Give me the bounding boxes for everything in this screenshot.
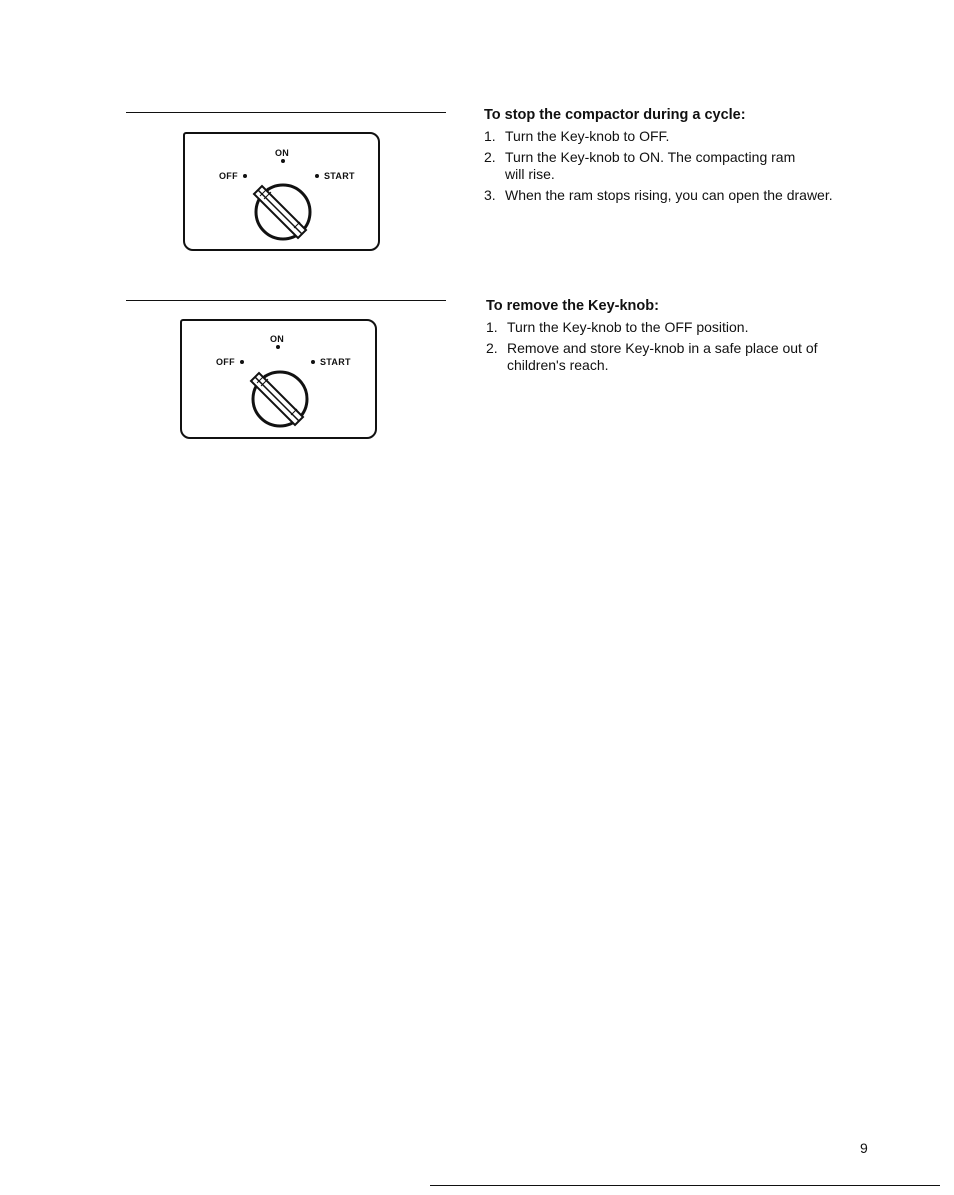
- control-panel-figure-1: [183, 132, 380, 251]
- key-knob-icon: [245, 363, 315, 433]
- on-indicator-dot: [276, 345, 280, 349]
- on-label: ON: [270, 334, 285, 344]
- off-label: OFF: [216, 357, 235, 367]
- list-item: 1. Turn the Key-knob to OFF.: [484, 128, 670, 144]
- list-item: 2. Turn the Key-knob to ON. The compacting ram will rise.: [484, 149, 796, 182]
- control-panel-figure-2: [180, 319, 377, 439]
- page-number: 9: [860, 1140, 868, 1156]
- steps-list: [484, 128, 884, 204]
- on-indicator-dot: [281, 159, 285, 163]
- start-label: START: [324, 171, 355, 181]
- section-heading: To remove the Key-knob:: [486, 298, 659, 314]
- footer-rule: [430, 1185, 940, 1186]
- key-knob-icon: [248, 176, 318, 246]
- remove-key-knob-section: [486, 297, 886, 378]
- divider-rule-middle: [126, 300, 446, 301]
- steps-list: [486, 319, 886, 374]
- stop-compactor-section: [484, 106, 884, 208]
- section-heading: To stop the compactor during a cycle:: [484, 107, 746, 123]
- start-label: START: [320, 357, 351, 367]
- list-item: 2. Remove and store Key-knob in a safe place out of children's reach.: [486, 340, 818, 373]
- off-indicator-dot: [240, 360, 244, 364]
- list-item: 3. When the ram stops rising, you can open the drawer.: [484, 187, 833, 203]
- on-label: ON: [275, 148, 290, 158]
- list-item: 1. Turn the Key-knob to the OFF position.: [486, 319, 749, 335]
- divider-rule-top: [126, 112, 446, 113]
- off-indicator-dot: [243, 174, 247, 178]
- off-label: OFF: [219, 171, 238, 181]
